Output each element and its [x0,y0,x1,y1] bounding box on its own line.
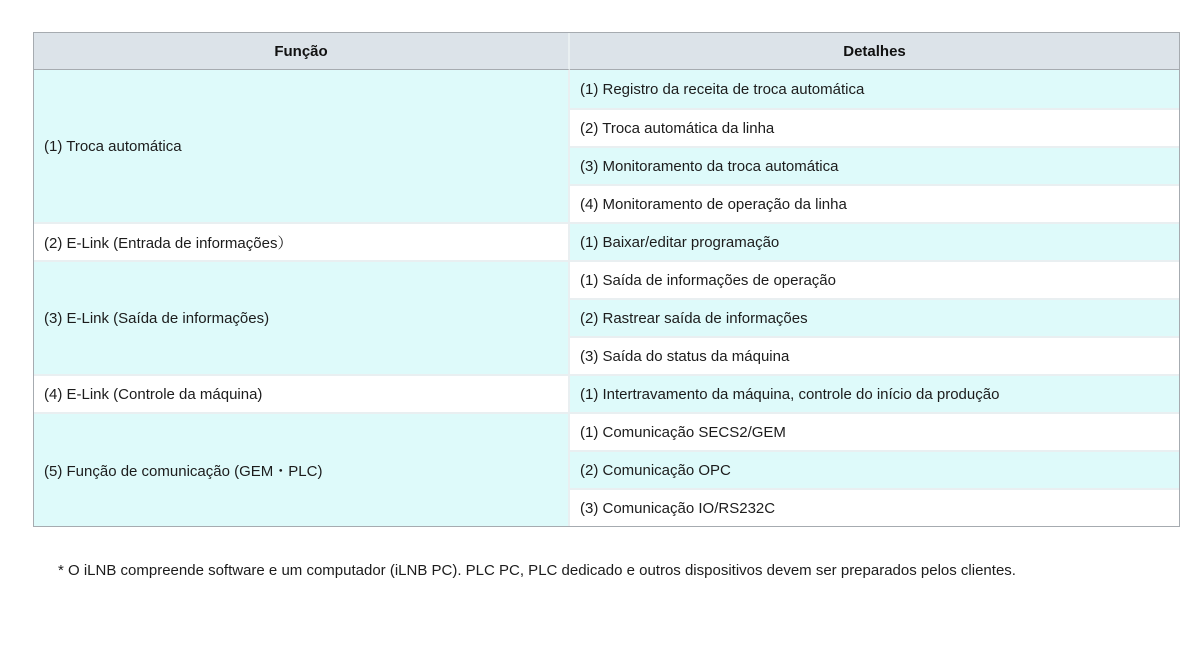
column-header-funcao: Função [34,33,570,70]
funcao-cell-elink-controle: (4) E-Link (Controle da máquina) [34,374,570,412]
table-row [34,412,1179,450]
detail-cell: (3) Saída do status da máquina [570,336,1179,374]
funcao-cell-elink-saida: (3) E-Link (Saída de informações) [34,260,570,374]
column-header-detalhes: Detalhes [570,33,1179,70]
detail-cell: (1) Registro da receita de troca automática [570,70,1179,108]
header-row [34,33,1179,70]
detail-cell: (3) Monitoramento da troca automática [570,146,1179,184]
detail-cell: (1) Intertravamento da máquina, controle do início da produção [570,374,1179,412]
funcao-detalhes-table [33,32,1180,527]
funcao-cell-comunicacao: (5) Função de comunicação (GEM・PLC) [34,412,570,526]
detail-cell: (4) Monitoramento de operação da linha [570,184,1179,222]
detail-cell: (3) Comunicação IO/RS232C [570,488,1179,526]
table-row [34,374,1179,412]
table-row [34,260,1179,298]
funcao-cell-troca-automatica: (1) Troca automática [34,70,570,222]
detail-cell: (1) Saída de informações de operação [570,260,1179,298]
detail-cell: (2) Comunicação OPC [570,450,1179,488]
table-row [34,70,1179,108]
detail-cell: (1) Comunicação SECS2/GEM [570,412,1179,450]
table-row [34,222,1179,260]
detail-cell: (2) Rastrear saída de informações [570,298,1179,336]
funcao-cell-elink-entrada: (2) E-Link (Entrada de informações） [34,222,570,260]
footnote: * O iLNB compreende software e um computador (iLNB PC). PLC PC, PLC dedicado e outros dispositivos devem ser preparados pelos clientes. [58,562,1016,579]
detail-cell: (1) Baixar/editar programação [570,222,1179,260]
detail-cell: (2) Troca automática da linha [570,108,1179,146]
